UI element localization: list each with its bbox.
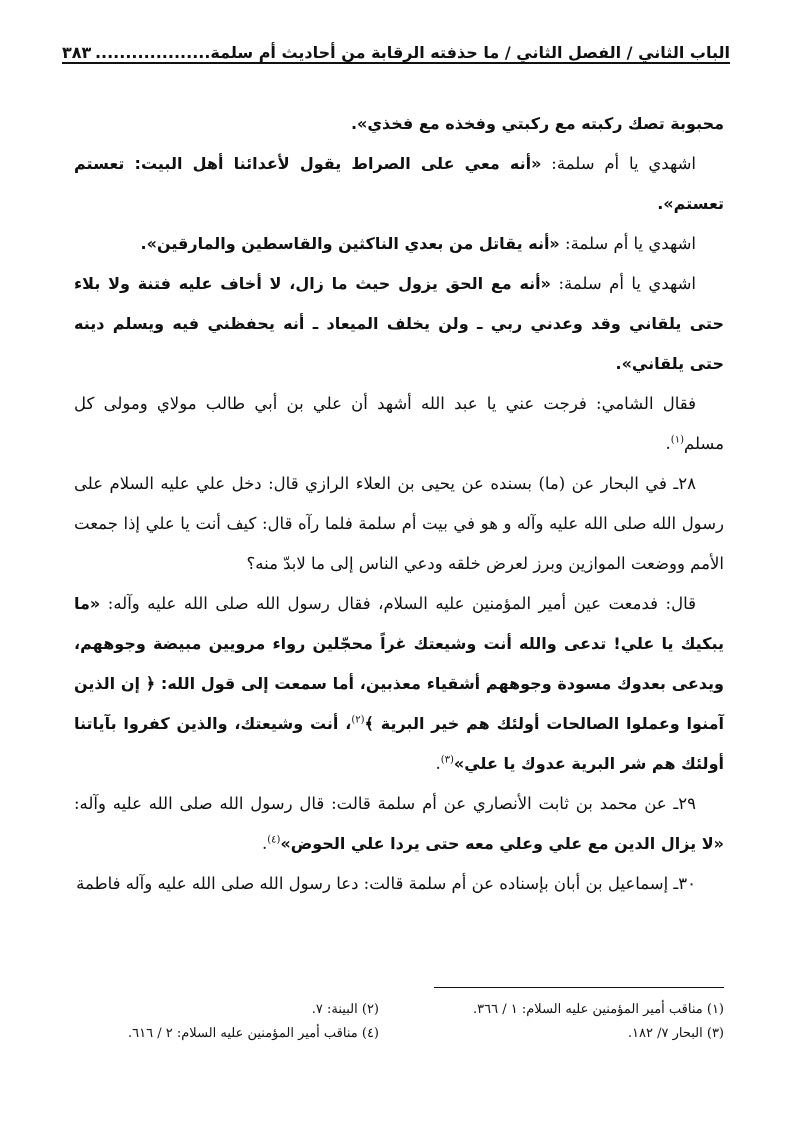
footnote-rule: [434, 987, 724, 988]
paragraph-1: محبوبة تصك ركبته مع ركبتي وفخذه مع فخذي».: [350, 114, 724, 133]
paragraph-6: ٢٨ـ في البحار عن (ما) بسنده عن يحيى بن العلاء الرازي قال: دخل علي عليه السلام على رسول الله صلى الله عليه وآله و هو في بيت أم سلمة فلما رآه قال: كيف أنت يا علي إذا جمعت الأمم ووضعت الموازين وبرز لعرض خلقه ودعي الناس إلى ما لابدّ منه؟: [74, 474, 724, 573]
footnote-1: (١) مناقب أمير المؤمنين عليه السلام: ١ / ٣٦٦.: [473, 1002, 724, 1017]
header-rule: [62, 62, 730, 64]
body-text: [74, 104, 724, 904]
page-number: ٣٨٣: [62, 43, 92, 62]
footnote-ref-1: (١): [670, 434, 684, 446]
paragraph-2: اشهدي يا أم سلمة: «أنه معي على الصراط يقول لأعدائنا أهل البيت: تعستم تعستم».: [74, 154, 724, 213]
paragraph-7: قال: فدمعت عين أمير المؤمنين عليه السلام، فقال رسول الله صلى الله عليه وآله: «ما يبكيك يا علي! تدعى والله أنت وشيعتك غراً محجّلين رواء مرويين مبيضة وجوههم، ويدعى بعدوك مسودة وجوههم أشقياء معذبين، أما سمعت إلى قول الله: ﴿ إن الذين آمنوا وعملوا الصالحات أولئك هم خير البرية ﴾$^{(٢)}$، أنت وشيعتك، والذين كفروا بآياتنا أولئك هم شر البرية عدوك يا علي»$^{(٣)}$.: [74, 594, 724, 773]
header-chapter-title: الباب الثاني / الفصل الثاني / ما حذفته الرقابة من أحاديث أم سلمة...................: [94, 43, 730, 62]
footnote-ref-4: (٤): [267, 834, 281, 846]
paragraph-3: اشهدي يا أم سلمة: «أنه يقاتل من بعدي الناكثين والقاسطين والمارقين».: [140, 234, 696, 253]
footnotes: [74, 998, 724, 1046]
running-header: [62, 32, 730, 62]
footnote-ref-3: (٣): [440, 754, 454, 766]
paragraph-4: اشهدي يا أم سلمة: «أنه مع الحق يزول حيث ما زال، لا أخاف عليه فتنة ولا بلاء حتى يلقاني وقد وعدني ربي ـ ولن يخلف الميعاد ـ أنه يحفظني فيه ويسلم دينه حتى يلقاني».: [74, 274, 724, 373]
paragraph-9: ٣٠ـ إسماعيل بن أبان بإسناده عن أم سلمة قالت: دعا رسول الله صلى الله عليه وآله فاطمة: [76, 874, 696, 893]
footnote-2: (٢) البينة: ٧.: [311, 1002, 379, 1017]
footnote-ref-2: (٢): [351, 714, 365, 726]
paragraph-5: فقال الشامي: فرجت عني يا عبد الله أشهد أن علي بن أبي طالب مولاي ومولى كل مسلم$^{(١)}$.: [74, 394, 724, 453]
header-dot-leader: ...................: [94, 43, 211, 62]
paragraph-8: ٢٩ـ عن محمد بن ثابت الأنصاري عن أم سلمة قالت: قال رسول الله صلى الله عليه وآله: «لا يزال الدين مع علي وعلي معه حتى يردا علي الحوض»$^{(٤)}$.: [74, 794, 724, 853]
footnote-3: (٣) البحار ٧/ ١٨٢.: [627, 1026, 724, 1041]
footnote-4: (٤) مناقب أمير المؤمنين عليه السلام: ٢ / ٦١٦.: [128, 1026, 379, 1041]
